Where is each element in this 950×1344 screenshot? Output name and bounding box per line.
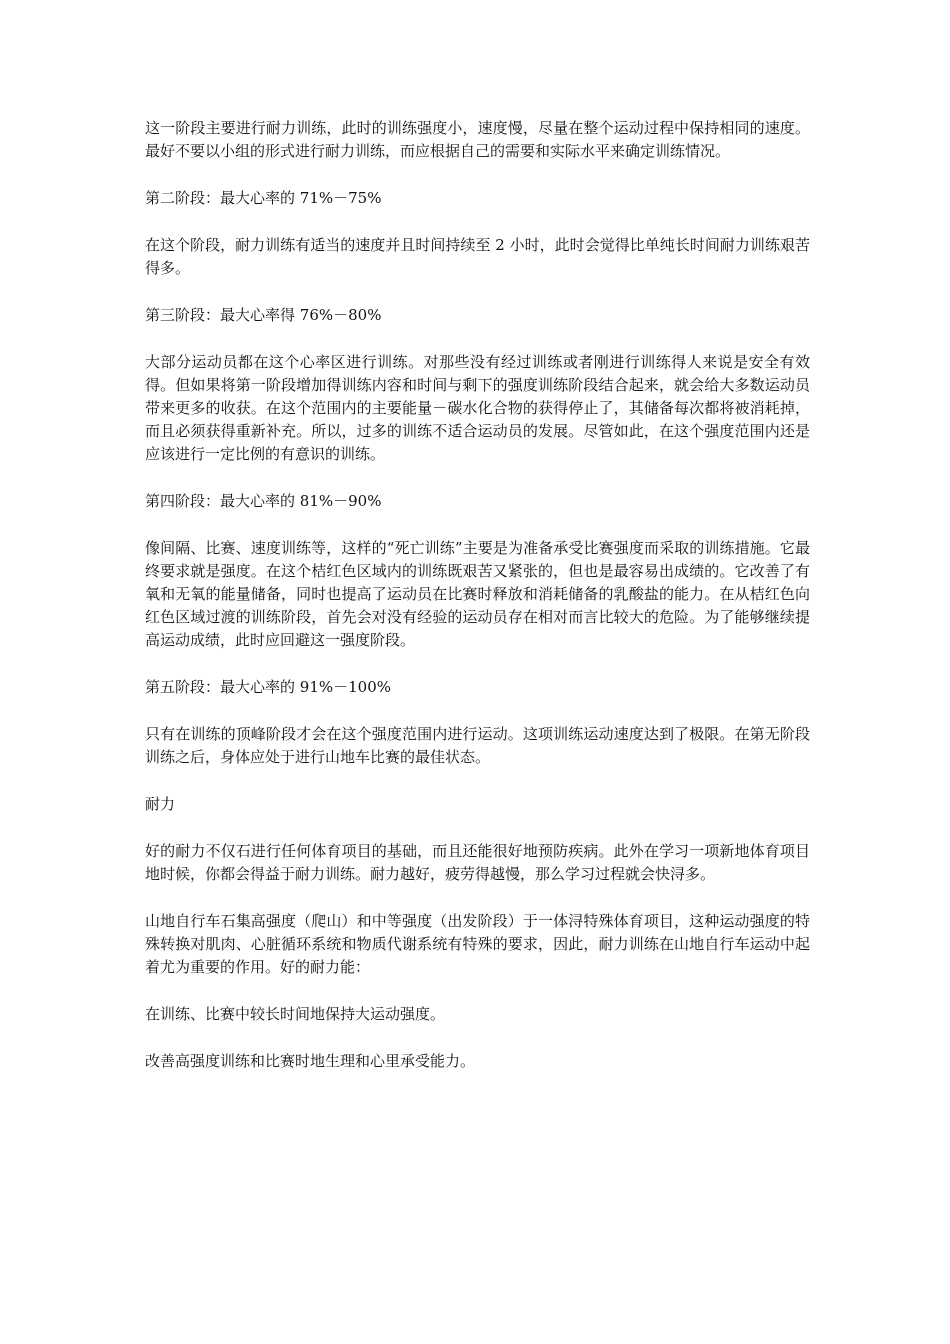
document-page: [145, 117, 810, 1097]
heading-stage-two: 第二阶段：最大心率的 71%－75%: [145, 189, 382, 207]
paragraph-benefit-one: 在训练、比赛中较长时间地保持大运动强度。: [145, 1005, 446, 1023]
heading-endurance: 耐力: [145, 795, 176, 813]
paragraph-benefit-two: 改善高强度训练和比赛时地生理和心里承受能力。: [145, 1052, 476, 1070]
paragraph-endurance-basics: 好的耐力不仅石进行任何体育项目的基础，而且还能很好地预防疾病。此外在学习一项新地体育项目地时候，你都会得益于耐力训练。耐力越好，疲劳得越慢，那么学习过程就会快浔多。: [145, 842, 810, 883]
paragraph-stage-one-intro: 这一阶段主要进行耐力训练，此时的训练强度小，速度慢，尽量在整个运动过程中保持相同的速度。最好不要以小组的形式进行耐力训练，而应根据自己的需要和实际水平来确定训练情况。: [145, 119, 810, 160]
paragraph-mountain-bike: 山地自行车石集高强度（爬山）和中等强度（出发阶段）于一体浔特殊体育项目，这种运动强度的特殊转换对肌肉、心脏循环系统和物质代谢系统有特殊的要求，因此，耐力训练在山地自行车运动中起着尤为重要的作用。好的耐力能：: [145, 912, 810, 976]
paragraph-stage-two: 在这个阶段，耐力训练有适当的速度并且时间持续至 2 小时，此时会觉得比单纯长时间耐力训练艰苦得多。: [145, 236, 810, 277]
paragraph-stage-three: 大部分运动员都在这个心率区进行训练。对那些没有经过训练或者刚进行训练得人来说是安全有效得。但如果将第一阶段增加得训练内容和时间与剩下的强度训练阶段结合起来，就会给大多数运动员带来更多的收获。在这个范围内的主要能量－碳水化合物的获得停止了，其储备每次都将被消耗掉，而且必须获得重新补充。所以，过多的训练不适合运动员的发展。尽管如此，在这个强度范围内还是应该进行一定比例的有意识的训练。: [145, 353, 810, 463]
paragraph-stage-five: 只有在训练的顶峰阶段才会在这个强度范围内进行运动。这项训练运动速度达到了极限。在第无阶段训练之后，身体应处于进行山地车比赛的最佳状态。: [145, 725, 810, 766]
heading-stage-four: 第四阶段：最大心率的 81%－90%: [145, 492, 382, 510]
heading-stage-three: 第三阶段：最大心率得 76%－80%: [145, 306, 382, 324]
paragraph-stage-four: 像间隔、比赛、速度训练等，这样的“死亡训练”主要是为准备承受比赛强度而采取的训练措施。它最终要求就是强度。在这个桔红色区域内的训练既艰苦又紧张的，但也是最容易出成绩的。它改善了有氧和无氧的能量储备，同时也提高了运动员在比赛时释放和消耗储备的乳酸盐的能力。在从桔红色向红色区域过渡的训练阶段，首先会对没有经验的运动员存在相对而言比较大的危险。为了能够继续提高运动成绩，此时应回避这一强度阶段。: [145, 539, 810, 649]
heading-stage-five: 第五阶段：最大心率的 91%－100%: [145, 678, 391, 696]
